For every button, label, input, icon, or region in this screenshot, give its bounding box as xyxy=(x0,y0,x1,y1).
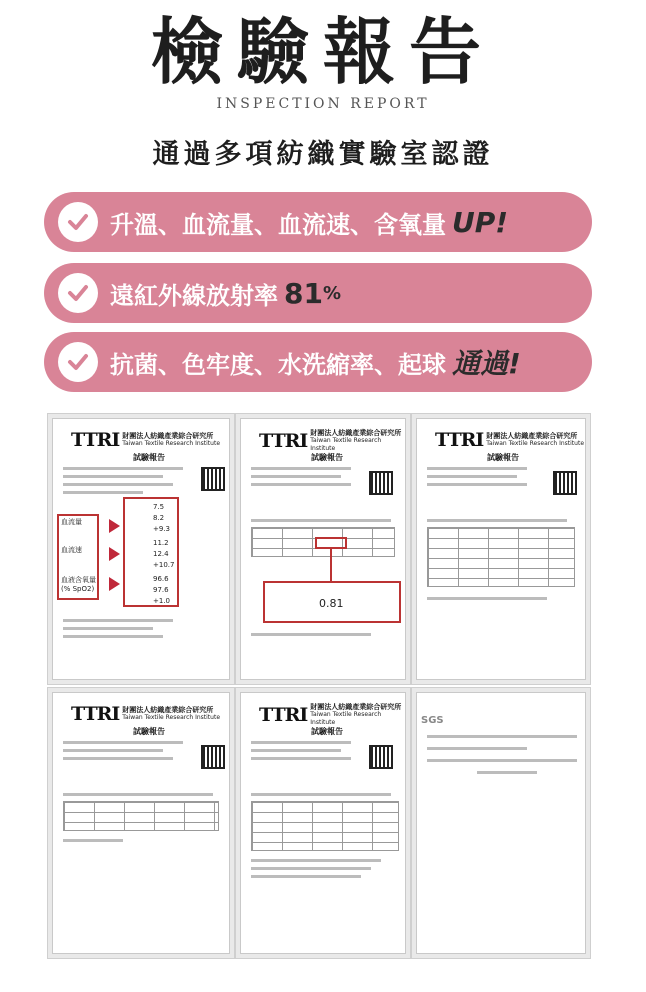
pill-text: 升溫、血流量、血流速、含氧量 xyxy=(110,210,446,239)
report-frame-4 xyxy=(52,692,230,954)
page-title: 檢驗報告 xyxy=(150,9,495,94)
text-line xyxy=(63,741,183,744)
label-oxygen: 血液含氧量 (% SpO2) xyxy=(61,576,96,593)
value-cell: 11.2 xyxy=(153,539,169,547)
text-line xyxy=(251,483,351,486)
value-cell: 97.6 xyxy=(153,586,169,594)
value-cell: 8.2 xyxy=(153,514,165,522)
text-line xyxy=(427,597,547,600)
report-header xyxy=(71,703,220,725)
report-frame-2 xyxy=(240,418,406,680)
text-line xyxy=(63,749,163,752)
ttri-logo: TTRI xyxy=(259,704,308,726)
text-line xyxy=(63,757,173,760)
text-line xyxy=(427,483,527,486)
text-line xyxy=(251,519,391,522)
report-header xyxy=(259,429,405,453)
ttri-logo: TTRI xyxy=(71,429,120,451)
arrow-icon xyxy=(109,519,120,533)
check-icon xyxy=(58,342,98,382)
section-heading: 通過多項紡織實驗室認證 xyxy=(152,139,494,170)
text-line xyxy=(251,467,351,470)
pill-emphasis: 81 xyxy=(284,276,323,310)
report-frame-1 xyxy=(52,418,230,680)
text-line xyxy=(63,839,123,842)
text-line xyxy=(251,749,341,752)
ttri-logo: TTRI xyxy=(435,429,484,451)
report-title: 試驗報告 xyxy=(311,453,343,462)
results-table xyxy=(427,527,575,587)
value-cell: +10.7 xyxy=(153,561,175,569)
pill-unit: % xyxy=(322,282,342,304)
report-frame-6 xyxy=(416,692,586,954)
sgs-logo: SGS xyxy=(421,715,444,726)
connector-line xyxy=(330,549,332,581)
results-table xyxy=(251,801,399,851)
text-line xyxy=(427,747,527,750)
value-cell: 7.5 xyxy=(153,503,165,511)
pill-text: 抗菌、色牢度、水洗縮率、起球 xyxy=(110,350,446,379)
text-line xyxy=(63,619,173,622)
text-line xyxy=(63,627,153,630)
institute-name: 財團法人紡織產業綜合研究所 Taiwan Textile Research Institute xyxy=(122,432,221,447)
text-line xyxy=(251,867,371,870)
report-title: 試驗報告 xyxy=(311,727,343,736)
text-line xyxy=(427,735,577,738)
value-cell: +9.3 xyxy=(153,525,170,533)
text-line xyxy=(63,635,163,638)
qr-code xyxy=(555,473,575,493)
qr-code xyxy=(371,473,391,493)
text-line xyxy=(477,771,537,774)
label-blood-speed: 血流速 xyxy=(61,546,82,554)
report-frame-3 xyxy=(416,418,586,680)
emissivity-value: 0.81 xyxy=(319,597,344,610)
institute-name: 財團法人紡織產業綜合研究所 Taiwan Textile Research Institute xyxy=(486,432,585,447)
report-frame-5 xyxy=(240,692,406,954)
label-blood-flow: 血流量 xyxy=(61,518,82,526)
arrow-icon xyxy=(109,547,120,561)
text-line xyxy=(427,759,577,762)
text-line xyxy=(251,757,351,760)
text-line xyxy=(63,793,213,796)
arrow-icon xyxy=(109,577,120,591)
check-icon xyxy=(58,202,98,242)
institute-name: 財團法人紡織產業綜合研究所 Taiwan Textile Research Institute xyxy=(122,706,221,721)
text-line xyxy=(251,793,391,796)
value-cell: 96.6 xyxy=(153,575,169,583)
feature-pill-circulation xyxy=(44,192,592,252)
report-title: 試驗報告 xyxy=(133,453,165,462)
report-title: 試驗報告 xyxy=(487,453,519,462)
report-title: 試驗報告 xyxy=(133,727,165,736)
feature-pill-tests xyxy=(44,332,592,392)
ttri-logo: TTRI xyxy=(71,703,120,725)
pill-emphasis: 通過! xyxy=(452,347,521,380)
values-box xyxy=(123,497,179,607)
institute-name: 財團法人紡織產業綜合研究所 Taiwan Textile Research Institute xyxy=(310,429,402,452)
pill-emphasis: UP! xyxy=(452,205,509,239)
text-line xyxy=(251,741,351,744)
qr-code xyxy=(203,747,223,767)
text-line xyxy=(427,467,527,470)
text-line xyxy=(63,483,173,486)
feature-pill-emissivity xyxy=(44,263,592,323)
page-subtitle: INSPECTION REPORT xyxy=(216,96,430,112)
text-line xyxy=(63,475,163,478)
report-header xyxy=(435,429,584,451)
text-line xyxy=(427,475,517,478)
text-line xyxy=(63,467,183,470)
text-line xyxy=(251,859,381,862)
text-line xyxy=(251,875,361,878)
check-icon xyxy=(58,273,98,313)
text-line xyxy=(427,519,567,522)
institute-name: 財團法人紡織產業綜合研究所 Taiwan Textile Research Institute xyxy=(310,703,402,726)
text-line xyxy=(63,491,143,494)
highlight-box xyxy=(315,537,347,549)
results-table xyxy=(63,801,219,831)
qr-code xyxy=(371,747,391,767)
report-header xyxy=(71,429,220,451)
value-cell: 12.4 xyxy=(153,550,169,558)
pill-text: 遠紅外線放射率 xyxy=(110,281,278,310)
report-header xyxy=(259,703,405,727)
qr-code xyxy=(203,469,223,489)
value-cell: +1.0 xyxy=(153,597,170,605)
text-line xyxy=(251,475,341,478)
ttri-logo: TTRI xyxy=(259,430,308,452)
text-line xyxy=(251,633,371,636)
